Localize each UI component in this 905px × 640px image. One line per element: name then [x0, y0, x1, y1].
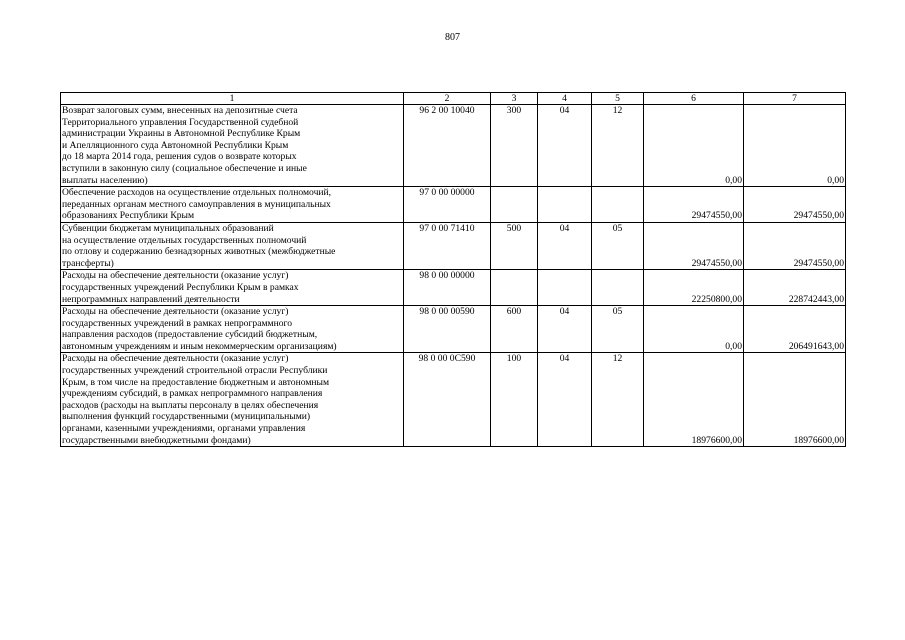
amount-col6: 22250800,00 — [644, 270, 744, 306]
target-article-code: 97 0 00 71410 — [404, 222, 491, 269]
section-code — [538, 270, 592, 306]
target-article-code: 97 0 00 00000 — [404, 187, 491, 223]
table-row — [61, 270, 846, 306]
description-line: Возврат залоговых сумм, внесенных на депозитные счета — [62, 105, 298, 116]
description-line: Территориального управления Государственной судебной — [62, 116, 299, 128]
target-article-code: 98 0 00 00590 — [404, 306, 491, 353]
description-line: Крым, в том числе на предоставление бюджетным и автономным — [62, 376, 330, 388]
description-line: до 18 марта 2014 года, решения судов о возврате которых — [62, 151, 297, 163]
amount-col6: 0,00 — [644, 306, 744, 353]
column-header: 3 — [491, 93, 538, 105]
description-line: выплаты населению) — [62, 174, 148, 186]
description-line: выполнения функций государственными (муниципальными) — [62, 411, 311, 423]
description-line: на осуществление отдельных государственных полномочий — [62, 234, 307, 246]
target-article-code: 98 0 00 00000 — [404, 270, 491, 306]
description-line: вступили в законную силу (социальное обеспечение и иные — [62, 162, 307, 174]
description-line: администрации Украины в Автономной Республике Крым — [62, 128, 301, 140]
column-header: 7 — [744, 93, 846, 105]
description-line: трансферты) — [62, 257, 114, 269]
expense-type-code: 600 — [491, 306, 538, 353]
target-article-code: 96 2 00 10040 — [404, 105, 491, 187]
expense-type-code: 300 — [491, 105, 538, 187]
description-line: органами, казенными учреждениями, органами управления — [62, 423, 306, 435]
section-code — [538, 187, 592, 223]
column-header: 6 — [644, 93, 744, 105]
row-description — [61, 306, 404, 353]
description-line: направления расходов (предоставление субсидий бюджетным, — [62, 329, 318, 341]
target-article-code: 98 0 00 0С590 — [404, 353, 491, 447]
subsection-code: 12 — [592, 353, 644, 447]
header-row — [61, 93, 846, 105]
description-line: учреждениям субсидий, в рамках непрограммного направления — [62, 388, 323, 400]
amount-col7: 29474550,00 — [744, 222, 846, 269]
amount-col7: 29474550,00 — [744, 187, 846, 223]
subsection-code — [592, 187, 644, 223]
table-row — [61, 105, 846, 187]
description-line: Расходы на обеспечение деятельности (оказание услуг) — [62, 306, 289, 318]
description-line: Расходы на обеспечение деятельности (оказание услуг) — [62, 270, 289, 282]
section-code: 04 — [538, 105, 592, 187]
subsection-code: 12 — [592, 105, 644, 187]
description-line: Обеспечение расходов на осуществление отдельных полномочий, — [62, 187, 332, 199]
section-code: 04 — [538, 222, 592, 269]
description-line: Расходы на обеспечение деятельности (оказание услуг) — [62, 353, 289, 365]
amount-col6: 18976600,00 — [644, 353, 744, 447]
expense-type-code — [491, 187, 538, 223]
description-line: образованиях Республики Крым — [62, 210, 195, 222]
description-line: расходов (расходы на выплаты персоналу в целях обеспечения — [62, 399, 319, 411]
description-line: непрограммных направлений деятельности — [62, 293, 240, 305]
page-number: 807 — [445, 32, 460, 43]
description-line: государственных учреждений строительной отрасли Республики — [62, 365, 328, 377]
description-line: государственных учреждений Республики Крым в рамках — [62, 281, 299, 293]
subsection-code — [592, 270, 644, 306]
expense-type-code: 100 — [491, 353, 538, 447]
table-row — [61, 222, 846, 269]
description-line: государственных учреждений в рамках непрограммного — [62, 317, 293, 329]
expense-type-code — [491, 270, 538, 306]
column-header: 4 — [538, 93, 592, 105]
amount-col7: 18976600,00 — [744, 353, 846, 447]
section-code: 04 — [538, 306, 592, 353]
amount-col6: 29474550,00 — [644, 187, 744, 223]
description-line: Субвенции бюджетам муниципальных образований — [62, 222, 274, 234]
amount-col6: 0,00 — [644, 105, 744, 187]
row-description — [61, 105, 404, 187]
column-header: 1 — [61, 93, 404, 105]
amount-col6: 29474550,00 — [644, 222, 744, 269]
budget-table — [60, 92, 846, 447]
amount-col7: 206491643,00 — [744, 306, 846, 353]
expense-type-code: 500 — [491, 222, 538, 269]
section-code: 04 — [538, 353, 592, 447]
description-line: и Апелляционного суда Автономной Республики Крым — [62, 139, 289, 151]
description-line: государственными внебюджетными фондами) — [62, 434, 251, 446]
subsection-code: 05 — [592, 306, 644, 353]
row-description — [61, 222, 404, 269]
description-line: переданных органам местного самоуправления в муниципальных — [62, 198, 331, 210]
column-header: 5 — [592, 93, 644, 105]
row-description — [61, 187, 404, 223]
column-header: 2 — [404, 93, 491, 105]
table-row — [61, 306, 846, 353]
amount-col7: 0,00 — [744, 105, 846, 187]
description-line: автономным учреждениям и иным некоммерческим организациям) — [62, 340, 337, 352]
table-row — [61, 353, 846, 447]
row-description — [61, 353, 404, 447]
subsection-code: 05 — [592, 222, 644, 269]
description-line: по отлову и содержанию безнадзорных животных (межбюджетные — [62, 246, 336, 258]
row-description — [61, 270, 404, 306]
amount-col7: 228742443,00 — [744, 270, 846, 306]
table-row — [61, 187, 846, 223]
